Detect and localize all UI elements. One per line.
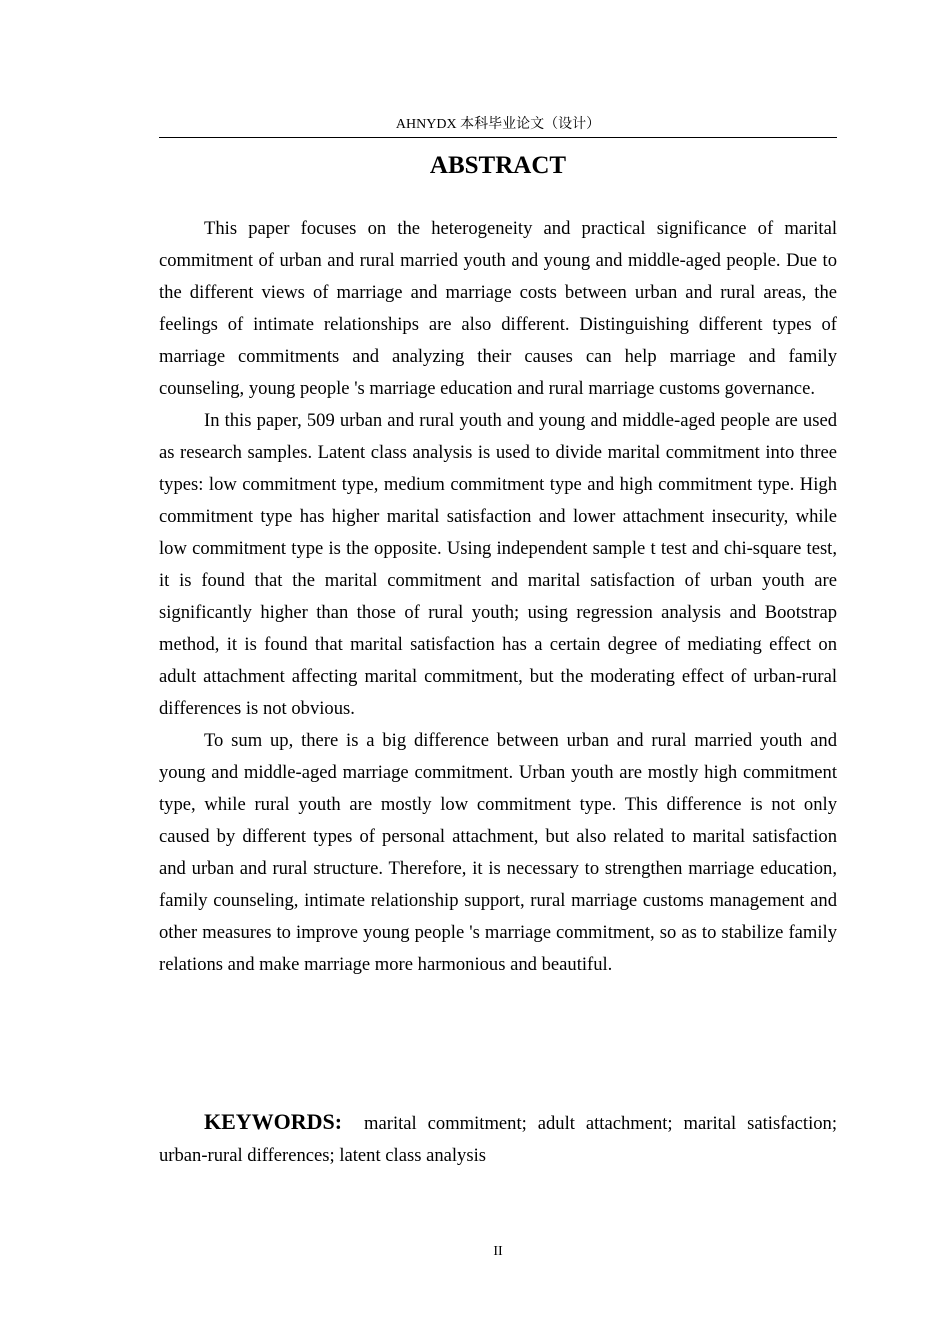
header-rule	[159, 137, 837, 138]
abstract-paragraph-2: In this paper, 509 urban and rural youth and young and middle-aged people are used as research samples. Latent class analysis is used to divide marital commitment into three types: low commitment type, medium commitment type and high commitment type. High commitment type has higher marital satisfaction and lower attachment insecurity, while low commitment type is the opposite. Using independent sample t test and chi-square test, it is found that the marital commitment and marital satisfaction of urban youth are significantly higher than those of rural youth; using regression analysis and Bootstrap method, it is found that marital satisfaction has a certain degree of mediating effect on adult attachment affecting marital commitment, but the moderating effect of urban-rural differences is not obvious.	[159, 410, 837, 719]
keywords-text: marital commitment; adult attachment; marital satisfaction; urban-rural differences; latent class analysis	[159, 1113, 838, 1166]
page-number: II	[493, 1244, 503, 1259]
keywords-label: KEYWORDS:	[204, 1109, 343, 1134]
abstract-title: ABSTRACT	[429, 152, 567, 179]
keywords-section	[159, 1106, 837, 1172]
abstract-paragraph-3: To sum up, there is a big difference between urban and rural married youth and young and middle-aged marriage commitment. Urban youth are mostly high commitment type, while rural youth are mostly low commitment type. This difference is not only caused by different types of personal attachment, but also related to marital satisfaction and urban and rural structure. Therefore, it is necessary to strengthen marriage education, family counseling, intimate relationship support, rural marriage customs management and other measures to improve young people 's marriage commitment, so as to stabilize family relations and make marriage more harmonious and beautiful.	[159, 730, 837, 975]
running-header: AHNYDX 本科毕业论文（设计）	[395, 117, 601, 132]
abstract-body	[159, 213, 837, 981]
abstract-paragraph-1: This paper focuses on the heterogeneity and practical significance of marital commitment of urban and rural married youth and young and middle-aged people. Due to the different views of marriage and marriage costs between urban and rural areas, the feelings of intimate relationships are also different. Distinguishing different types of marriage commitments and analyzing their causes can help marriage and family counseling, young people 's marriage education and rural marriage customs governance.	[159, 218, 837, 399]
